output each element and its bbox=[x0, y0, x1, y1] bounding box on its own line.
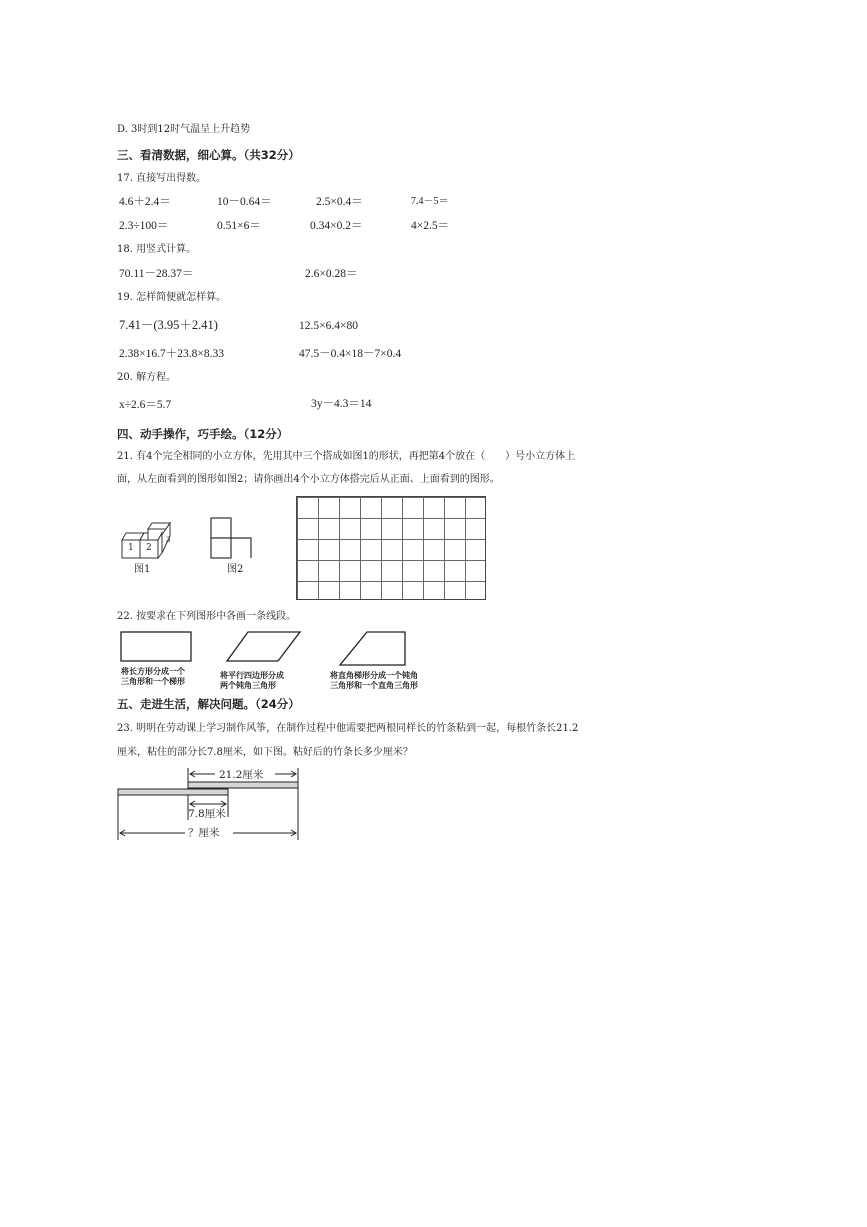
q17-r2-c1: 2.3÷100＝ bbox=[119, 220, 169, 232]
q22-caption-1b: 三角形和一个梯形 bbox=[121, 676, 185, 686]
q22-caption-2a: 将平行四边形分成 bbox=[220, 670, 284, 680]
label-total-length: ？厘米 bbox=[188, 827, 220, 839]
section5-heading: 五、走进生活，解决问题。（24分） bbox=[117, 697, 300, 711]
q16-option-d: D. 3时到12时气温呈上升趋势 bbox=[117, 124, 251, 135]
q19-prompt: 19. 怎样简便就怎样算。 bbox=[117, 292, 227, 303]
q20-prompt: 20. 解方程。 bbox=[117, 372, 177, 383]
q20-item-2: 3y－4.3＝14 bbox=[311, 398, 372, 410]
fig1-caption: 图1 bbox=[134, 564, 151, 575]
q22-prompt: 22. 按要求在下列图形中各画一条线段。 bbox=[117, 611, 297, 622]
q22-caption-3b: 三角形和一个直角三角形 bbox=[330, 680, 418, 690]
q18-item-1: 70.11－28.37＝ bbox=[119, 268, 194, 280]
cube-label-1: 1 bbox=[128, 543, 134, 553]
q17-r1-c1: 4.6＋2.4＝ bbox=[119, 196, 171, 208]
fig2-caption: 图2 bbox=[227, 564, 244, 575]
section3-heading: 三、看清数据，细心算。（共32分） bbox=[117, 148, 300, 162]
q17-r2-c4: 4×2.5＝ bbox=[411, 220, 450, 232]
q17-r1-c2: 10－0.64＝ bbox=[217, 196, 272, 208]
q23-line2: 厘米，粘住的部分长7.8厘米，如下图。粘好后的竹条长多少厘米？ bbox=[117, 747, 413, 758]
q23-line1: 23. 明明在劳动课上学习制作风筝，在制作过程中他需要把两根同样长的竹条粘到一起，每根竹条长21.2 bbox=[117, 723, 579, 734]
q22-caption-2b: 两个钝角三角形 bbox=[220, 680, 276, 690]
q22-caption-3a: 将直角梯形分成一个钝角 bbox=[330, 670, 418, 680]
q20-item-1: x÷2.6＝5.7 bbox=[119, 399, 172, 411]
q18-item-2: 2.6×0.28＝ bbox=[305, 268, 358, 280]
q17-r1-c3: 2.5×0.4＝ bbox=[316, 196, 363, 208]
q21-line2: 面，从左面看到的图形如图2；请你画出4个小立方体搭完后从正面、上面看到的图形。 bbox=[117, 474, 500, 485]
parallelogram-shape[interactable] bbox=[226, 631, 302, 663]
section4-heading: 四、动手操作，巧手绘。（12分） bbox=[117, 427, 289, 441]
q17-r1-c4: 7.4－5＝ bbox=[411, 196, 449, 207]
right-trapezoid-shape[interactable] bbox=[339, 630, 409, 666]
label-strip-length: 21.2厘米 bbox=[219, 769, 264, 781]
q21-line1: 21. 有4个完全相同的小立方体，先用其中三个搭成如图1的形状，再把第4个放在（ ）号小立方体上 bbox=[117, 451, 576, 462]
q18-prompt: 18. 用竖式计算。 bbox=[117, 244, 197, 255]
label-overlap-length: 7.8厘米 bbox=[188, 808, 226, 820]
drawing-grid[interactable] bbox=[296, 496, 486, 600]
q17-prompt: 17. 直接写出得数。 bbox=[117, 173, 207, 184]
q17-r2-c2: 0.51×6＝ bbox=[217, 220, 261, 232]
cube-label-3: 3 bbox=[166, 536, 171, 544]
cube-label-2: 2 bbox=[146, 543, 152, 553]
q22-caption-1a: 将长方形分成一个 bbox=[121, 666, 185, 676]
fig2-left-view bbox=[210, 517, 256, 559]
q19-item-1: 7.41－(3.95＋2.41) bbox=[119, 318, 218, 332]
q19-item-4: 47.5－0.4×18－7×0.4 bbox=[299, 348, 402, 360]
q19-item-3: 2.38×16.7＋23.8×8.33 bbox=[119, 348, 224, 360]
q17-r2-c3: 0.34×0.2＝ bbox=[310, 220, 363, 232]
rectangle-shape[interactable] bbox=[120, 631, 192, 663]
q19-item-2: 12.5×6.4×80 bbox=[299, 320, 358, 332]
